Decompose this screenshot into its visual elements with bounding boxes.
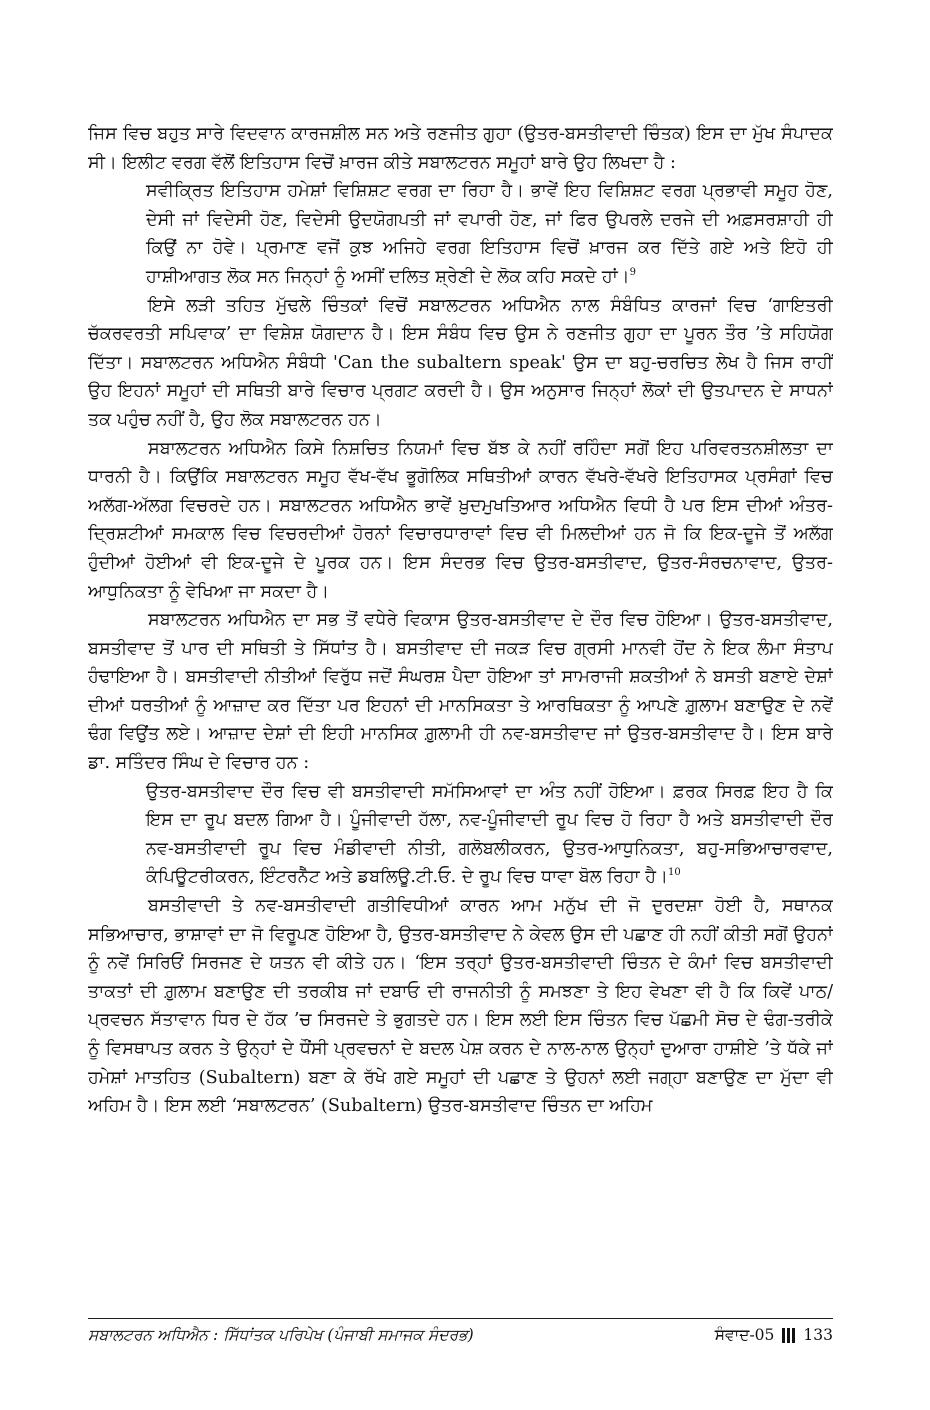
footer-right <box>715 1322 833 1348</box>
paragraph-4: ਸਬਾਲਟਰਨ ਅਧਿਐਨ ਦਾ ਸਭ ਤੋਂ ਵਧੇਰੇ ਵਿਕਾਸ ਉਤਰ-ਬਸਤੀਵਾਦ ਦੇ ਦੌਰ ਵਿਚ ਹੋਇਆ। ਉਤਰ-ਬਸਤੀਵਾਦ, ਬਸਤੀਵਾਦ ਤੋਂ ਪਾਰ ਦੀ ਸਥਿਤੀ ਤੇ ਸਿੱਧਾਂਤ ਹੈ। ਬਸਤੀਵਾਦ ਦੀ ਜਕੜ ਵਿਚ ਗ੍ਰਸੀ ਮਾਨਵੀ ਹੋਂਦ ਨੇ ਇਕ ਲੰਮਾ ਸੰਤਾਪ ਹੰਢਾਇਆ ਹੈ। ਬਸਤੀਵਾਦੀ ਨੀਤੀਆਂ ਵਿਰੁੱਧ ਜਦੋਂ ਸੰਘਰਸ਼ ਪੈਦਾ ਹੋਇਆ ਤਾਂ ਸਾਮਰਾਜੀ ਸ਼ਕਤੀਆਂ ਨੇ ਬਸਤੀ ਬਣਾਏ ਦੇਸ਼ਾਂ ਦੀਆਂ ਧਰਤੀਆਂ ਨੂੰ ਆਜ਼ਾਦ ਕਰ ਦਿੱਤਾ ਪਰ ਇਹਨਾਂ ਦੀ ਮਾਨਸਿਕਤਾ ਤੇ ਆਰਥਿਕਤਾ ਨੂੰ ਆਪਣੇ ਗ਼ੁਲਾਮ ਬਣਾਉਣ ਦੇ ਨਵੇਂ ਢੰਗ ਵਿਉਂਤ ਲਏ। ਆਜ਼ਾਦ ਦੇਸ਼ਾਂ ਦੀ ਇਹੀ ਮਾਨਸਿਕ ਗ਼ੁਲਾਮੀ ਹੀ ਨਵ-ਬਸਤੀਵਾਦ ਜਾਂ ਉਤਰ-ਬਸਤੀਵਾਦ ਹੈ। ਇਸ ਬਾਰੇ ਡਾ. ਸਤਿੰਦਰ ਸਿੰਘ ਦੇ ਵਿਚਾਰ ਹਨ : <box>88 610 833 774</box>
paragraph-1: ਜਿਸ ਵਿਚ ਬਹੁਤ ਸਾਰੇ ਵਿਦਵਾਨ ਕਾਰਜਸ਼ੀਲ ਸਨ ਅਤੇ ਰਣਜੀਤ ਗੁਹਾ (ਉਤਰ-ਬਸਤੀਵਾਦੀ ਚਿੰਤਕ) ਇਸ ਦਾ ਮੁੱਖ ਸੰਪਾਦਕ ਸੀ। ਇਲੀਟ ਵਰਗ ਵੱਲੋਂ ਇਤਿਹਾਸ ਵਿਚੋਂ ਖ਼ਾਰਜ ਕੀਤੇ ਸਬਾਲਟਰਨ ਸਮੂਹਾਂ ਬਾਰੇ ਉਹ ਲਿਖਦਾ ਹੈ : <box>88 124 833 173</box>
block-quote-2-text: ਉਤਰ-ਬਸਤੀਵਾਦ ਦੌਰ ਵਿਚ ਵੀ ਬਸਤੀਵਾਦੀ ਸਮੱਸਿਆਵਾਂ ਦਾ ਅੰਤ ਨਹੀਂ ਹੋਇਆ। ਫ਼ਰਕ ਸਿਰਫ਼ ਇਹ ਹੈ ਕਿ ਇਸ ਦਾ ਰੂਪ ਬਦਲ ਗਿਆ ਹੈ। ਪੂੰਜੀਵਾਦੀ ਹੱਲਾ, ਨਵ-ਪੂੰਜੀਵਾਦੀ ਰੂਪ ਵਿਚ ਹੋ ਰਿਹਾ ਹੈ ਅਤੇ ਬਸਤੀਵਾਦੀ ਦੌਰ ਨਵ-ਬਸਤੀਵਾਦੀ ਰੂਪ ਵਿਚ ਮੰਡੀਵਾਦੀ ਨੀਤੀ, ਗਲੋਬਲੀਕਰਨ, ਉਤਰ-ਆਧੁਨਿਕਤਾ, ਬਹੁ-ਸਭਿਆਚਾਰਵਾਦ, ਕੰਪਿਊਟਰੀਕਰਨ, ਇੰਟਰਨੈੱਟ ਅਤੇ ਡਬਲਿਊ.ਟੀ.ਓ. ਦੇ ਰੂਪ ਵਿਚ ਧਾਵਾ ਬੋਲ ਰਿਹਾ ਹੈ। <box>146 781 833 888</box>
page-footer <box>88 1322 833 1350</box>
separator-bars-icon <box>782 1327 795 1343</box>
page-body <box>88 120 833 1300</box>
journal-name: ਸੰਵਾਦ-05 <box>714 1326 775 1344</box>
footer-divider <box>88 1318 833 1319</box>
running-title: ਸਬਾਲਟਰਨ ਅਧਿਐਨ : ਸਿੱਧਾਂਤਕ ਪਰਿਪੇਖ (ਪੰਜਾਬੀ ਸਮਾਜਕ ਸੰਦਰਭ) <box>88 1326 474 1344</box>
paragraph-3: ਸਬਾਲਟਰਨ ਅਧਿਐਨ ਕਿਸੇ ਨਿਸ਼ਚਿਤ ਨਿਯਮਾਂ ਵਿਚ ਬੱਝ ਕੇ ਨਹੀਂ ਰਹਿੰਦਾ ਸਗੋਂ ਇਹ ਪਰਿਵਰਤਨਸ਼ੀਲਤਾ ਦਾ ਧਾਰਨੀ ਹੈ। ਕਿਉਂਕਿ ਸਬਾਲਟਰਨ ਸਮੂਹ ਵੱਖ-ਵੱਖ ਭੂਗੋਲਿਕ ਸਥਿਤੀਆਂ ਕਾਰਨ ਵੱਖਰੇ-ਵੱਖਰੇ ਇਤਿਹਾਸਕ ਪ੍ਰਸੰਗਾਂ ਵਿਚ ਅਲੱਗ-ਅੱਲਗ ਵਿਚਰਦੇ ਹਨ। ਸਬਾਲਟਰਨ ਅਧਿਐਨ ਭਾਵੇਂ ਖ਼ੁਦਮੁਖਤਿਆਰ ਅਧਿਐਨ ਵਿਧੀ ਹੈ ਪਰ ਇਸ ਦੀਆਂ ਅੰਤਰ-ਦ੍ਰਿਸ਼ਟੀਆਂ ਸਮਕਾਲ ਵਿਚ ਵਿਚਰਦੀਆਂ ਹੋਰਨਾਂ ਵਿਚਾਰਧਾਰਾਵਾਂ ਵਿਚ ਵੀ ਮਿਲਦੀਆਂ ਹਨ ਜੋ ਕਿ ਇਕ-ਦੂਜੇ ਤੋਂ ਅਲੱਗ ਹੁੰਦੀਆਂ ਹੋਈਆਂ ਵੀ ਇਕ-ਦੂਜੇ ਦੇ ਪੂਰਕ ਹਨ। ਇਸ ਸੰਦਰਭ ਵਿਚ ਉਤਰ-ਬਸਤੀਵਾਦ, ਉਤਰ-ਸੰਰਚਨਾਵਾਦ, ਉਤਰ-ਆਧੁਨਿਕਤਾ ਨੂੰ ਵੇਖਿਆ ਜਾ ਸਕਦਾ ਹੈ। <box>88 438 833 602</box>
footnote-ref-10[interactable]: 10 <box>667 867 681 879</box>
page-number: 133 <box>803 1326 833 1344</box>
paragraph-5: ਬਸਤੀਵਾਦੀ ਤੇ ਨਵ-ਬਸਤੀਵਾਦੀ ਗਤੀਵਿਧੀਆਂ ਕਾਰਨ ਆਮ ਮਨੁੱਖ ਦੀ ਜੋ ਦੁਰਦਸ਼ਾ ਹੋਈ ਹੈ, ਸਥਾਨਕ ਸਭਿਆਚਾਰ, ਭਾਸ਼ਾਵਾਂ ਦਾ ਜੋ ਵਿਰੂਪਣ ਹੋਇਆ ਹੈ, ਉਤਰ-ਬਸਤੀਵਾਦ ਨੇ ਕੇਵਲ ਉਸ ਦੀ ਪਛਾਣ ਹੀ ਨਹੀਂ ਕੀਤੀ ਸਗੋਂ ਉਹਨਾਂ ਨੂੰ ਨਵੇਂ ਸਿਰਿਓਂ ਸਿਰਜਣ ਦੇ ਯਤਨ ਵੀ ਕੀਤੇ ਹਨ। ‘ਇਸ ਤਰ੍ਹਾਂ ਉਤਰ-ਬਸਤੀਵਾਦੀ ਚਿੰਤਨ ਦੇ ਕੰਮਾਂ ਵਿਚ ਬਸਤੀਵਾਦੀ ਤਾਕਤਾਂ ਦੀ ਗ਼ੁਲਾਮ ਬਣਾਉਣ ਦੀ ਤਰਕੀਬ ਜਾਂ ਦਬਾਓ ਦੀ ਰਾਜਨੀਤੀ ਨੂੰ ਸਮਝਣਾ ਤੇ ਇਹ ਵੇਖਣਾ ਵੀ ਹੈ ਕਿ ਕਿਵੇਂ ਪਾਠ/ਪ੍ਰਵਚਨ ਸੱਤਾਵਾਨ ਧਿਰ ਦੇ ਹੱਕ ’ਚ ਸਿਰਜਦੇ ਤੇ ਭੁਗਤਦੇ ਹਨ। ਇਸ ਲਈ ਇਸ ਚਿੰਤਨ ਵਿਚ ਪੱਛਮੀ ਸੋਚ ਦੇ ਢੰਗ-ਤਰੀਕੇ ਨੂੰ ਵਿਸਥਾਪਤ ਕਰਨ ਤੇ ਉਨ੍ਹਾਂ ਦੇ ਧੌਂਸੀ ਪ੍ਰਵਚਨਾਂ ਦੇ ਬਦਲ ਪੇਸ਼ ਕਰਨ ਦੇ ਨਾਲ-ਨਾਲ ਉਨ੍ਹਾਂ ਦੁਆਰਾ ਹਾਸ਼ੀਏ ’ਤੇ ਧੱਕੇ ਜਾਂ ਹਮੇਸ਼ਾਂ ਮਾਤਹਿਤ (Subaltern) ਬਣਾ ਕੇ ਰੱਖੇ ਗਏ ਸਮੂਹਾਂ ਦੀ ਪਛਾਣ ਤੇ ਉਹਨਾਂ ਲਈ ਜਗ੍ਹਾ ਬਣਾਉਣ ਦਾ ਮੁੱਦਾ ਵੀ ਅਹਿਮ ਹੈ। ਇਸ ਲਈ ‘ਸਬਾਲਟਰਨ’ (Subaltern) ਉਤਰ-ਬਸਤੀਵਾਦ ਚਿੰਤਨ ਦਾ ਅਹਿਮ <box>88 896 833 1117</box>
block-quote-1 <box>146 177 833 291</box>
footnote-ref-9[interactable]: 9 <box>629 267 636 279</box>
block-quote-1-text: ਸਵੀਕ੍ਰਿਤ ਇਤਿਹਾਸ ਹਮੇਸ਼ਾਂ ਵਿਸ਼ਿਸ਼ਟ ਵਰਗ ਦਾ ਰਿਹਾ ਹੈ। ਭਾਵੇਂ ਇਹ ਵਿਸ਼ਿਸ਼ਟ ਵਰਗ ਪ੍ਰਭਾਵੀ ਸਮੂਹ ਹੋਣ, ਦੇਸੀ ਜਾਂ ਵਿਦੇਸੀ ਹੋਣ, ਵਿਦੇਸੀ ਉਦਯੋਗਪਤੀ ਜਾਂ ਵਪਾਰੀ ਹੋਣ, ਜਾਂ ਫਿਰ ਉਪਰਲੇ ਦਰਜੇ ਦੀ ਅਫ਼ਸਰਸ਼ਾਹੀ ਹੀ ਕਿਉਂ ਨਾ ਹੋਵੇ। ਪ੍ਰਮਾਣ ਵਜੋਂ ਕੁਝ ਅਜਿਹੇ ਵਰਗ ਇਤਿਹਾਸ ਵਿਚੋਂ ਖ਼ਾਰਜ ਕਰ ਦਿੱਤੇ ਗਏ ਅਤੇ ਇਹੋ ਹੀ ਹਾਸ਼ੀਆਗਤ ਲੋਕ ਸਨ ਜਿਨ੍ਹਾਂ ਨੂੰ ਅਸੀਂ ਦਲਿਤ ਸ਼੍ਰੇਣੀ ਦੇ ਲੋਕ ਕਹਿ ਸਕਦੇ ਹਾਂ। <box>146 181 833 287</box>
block-quote-2 <box>146 778 833 892</box>
paragraph-2: ਇਸੇ ਲੜੀ ਤਹਿਤ ਮੁੱਢਲੇ ਚਿੰਤਕਾਂ ਵਿਚੋਂ ਸਬਾਲਟਰਨ ਅਧਿਐਨ ਨਾਲ ਸੰਬੰਧਿਤ ਕਾਰਜਾਂ ਵਿਚ ‘ਗਾਇਤਰੀ ਚੱਕਰਵਰਤੀ ਸਪਿਵਾਕ’ ਦਾ ਵਿਸ਼ੇਸ਼ ਯੋਗਦਾਨ ਹੈ। ਇਸ ਸੰਬੰਧ ਵਿਚ ਉਸ ਨੇ ਰਣਜੀਤ ਗੁਹਾ ਦਾ ਪੂਰਨ ਤੌਰ ’ਤੇ ਸਹਿਯੋਗ ਦਿੱਤਾ। ਸਬਾਲਟਰਨ ਅਧਿਐਨ ਸੰਬੰਧੀ 'Can the subaltern speak' ਉਸ ਦਾ ਬਹੁ-ਚਰਚਿਤ ਲੇਖ ਹੈ ਜਿਸ ਰਾਹੀਂ ਉਹ ਇਹਨਾਂ ਸਮੂਹਾਂ ਦੀ ਸਥਿਤੀ ਬਾਰੇ ਵਿਚਾਰ ਪ੍ਰਗਟ ਕਰਦੀ ਹੈ। ਉਸ ਅਨੁਸਾਰ ਜਿਨ੍ਹਾਂ ਲੋਕਾਂ ਦੀ ਉਤਪਾਦਨ ਦੇ ਸਾਧਨਾਂ ਤਕ ਪਹੁੰਚ ਨਹੀਂ ਹੈ, ਉਹ ਲੋਕ ਸਬਾਲਟਰਨ ਹਨ। <box>88 295 833 430</box>
